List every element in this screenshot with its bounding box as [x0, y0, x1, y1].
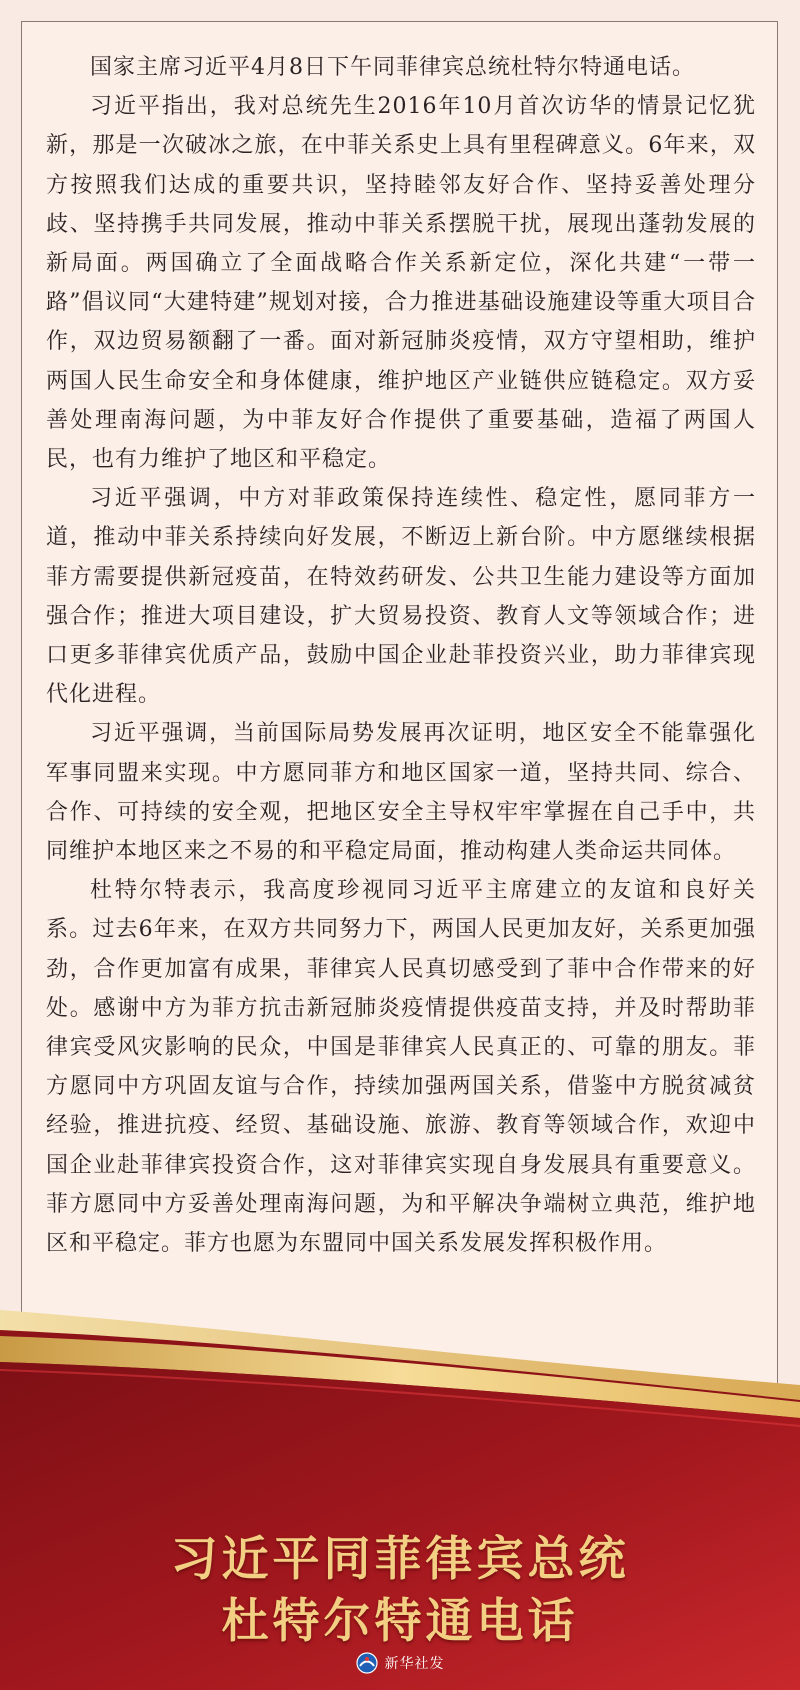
- article-paragraph: 杜特尔特表示，我高度珍视同习近平主席建立的友谊和良好关系。过去6年来，在双方共同努力下，两国人民更加友好，关系更加强劲，合作更加富有成果，菲律宾人民真切感受到了菲中合作带来的好处。感谢中方为菲方抗击新冠肺炎疫情提供疫苗支持，并及时帮助菲律宾受风灾影响的民众，中国是菲律宾人民真正的、可靠的朋友。菲方愿同中方巩固友谊与合作，持续加强两国关系，借鉴中方脱贫减贫经验，推进抗疫、经贸、基础设施、旅游、教育等领域合作，欢迎中国企业赴菲律宾投资合作，这对菲律宾实现自身发展具有重要意义。菲方愿同中方妥善处理南海问题，为和平解决争端树立典范，维护地区和平稳定。菲方也愿为东盟同中国关系发展发挥积极作用。: [46, 878, 756, 1257]
- article-paragraph: 习近平强调，当前国际局势发展再次证明，地区安全不能靠强化军事同盟来实现。中方愿同菲方和地区国家一道，坚持共同、综合、合作、可持续的安全观，把地区安全主导权牢牢掌握在自己手中，共同维护本地区来之不易的和平稳定局面，推动构建人类命运共同体。: [46, 721, 756, 865]
- article-paragraph: 国家主席习近平4月8日下午同菲律宾总统杜特尔特通电话。: [90, 55, 695, 80]
- headline-line-2: 杜特尔特通电话: [221, 1594, 579, 1649]
- agency-credit: [0, 1652, 800, 1674]
- agency-label: 新华社发: [384, 1656, 445, 1672]
- article-paragraph: 习近平指出，我对总统先生2016年10月首次访华的情景记忆犹新，那是一次破冰之旅，在中菲关系史上具有里程碑意义。6年来，双方按照我们达成的重要共识，坚持睦邻友好合作、坚持妥善处理分歧、坚持携手共同发展，推动中菲关系摆脱干扰，展现出蓬勃发展的新局面。两国确立了全面战略合作关系新定位，深化共建“一带一路”倡议同“大建特建”规划对接，合力推进基础设施建设等重大项目合作，双边贸易额翻了一番。面对新冠肺炎疫情，双方守望相助，维护两国人民生命安全和身体健康，维护地区产业链供应链稳定。双方妥善处理南海问题，为中菲友好合作提供了重要基础，造福了两国人民，也有力维护了地区和平稳定。: [46, 94, 756, 473]
- article-body: [46, 48, 756, 1263]
- xinhua-logo-icon: [356, 1652, 378, 1674]
- article-paragraph: 习近平强调，中方对菲政策保持连续性、稳定性，愿同菲方一道，推动中菲关系持续向好发展，不断迈上新台阶。中方愿继续根据菲方需要提供新冠疫苗，在特效药研发、公共卫生能力建设等方面加强合作；推进大项目建设，扩大贸易投资、教育人文等领域合作；进口更多菲律宾优质产品，鼓励中国企业赴菲投资兴业，助力菲律宾现代化进程。: [46, 486, 756, 708]
- headline-line-1: 习近平同菲律宾总统: [170, 1532, 630, 1587]
